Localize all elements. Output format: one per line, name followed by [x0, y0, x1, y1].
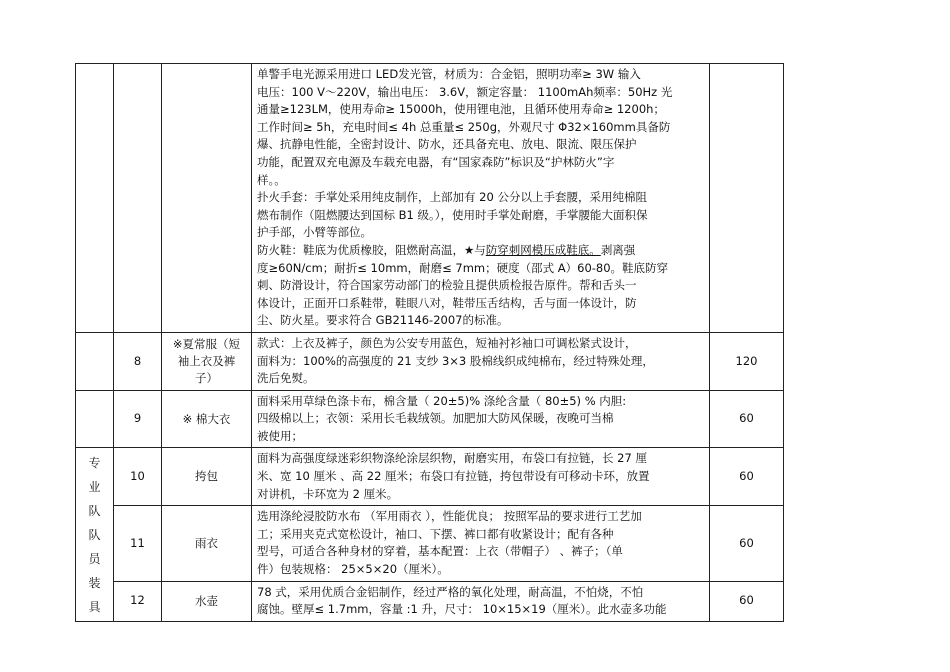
desc-line: 选用涤纶浸胶防水布 （军用雨衣 ），性能优良； 按照军品的要求进行工艺加	[257, 509, 642, 524]
item-quantity: 60	[710, 581, 784, 621]
category-cell-empty	[76, 390, 114, 448]
desc-line: 功能，配置双充电源及车载充电器，有“国家森防”标识及“护林防火”字	[257, 154, 615, 169]
table-row	[76, 506, 784, 581]
desc-line: 单警手电光源采用进口 LED发光管，材质为：合金铝，照明功率≥ 3W 输入	[257, 67, 641, 81]
category-char: 具	[88, 599, 101, 614]
item-number: 11	[114, 506, 162, 581]
desc-line: 体设计，正面开口系鞋带，鞋眼八对，鞋带压舌结构，舌与面一体设计，防	[257, 295, 637, 310]
desc-line: 面料为高强度绿迷彩织物涤纶涂层织物，耐磨实用，布袋口有拉链，长 27 厘	[257, 451, 647, 466]
category-char: 队	[88, 503, 101, 518]
desc-line: 腐蚀。壁厚≤ 1.7mm，容量 :1 升，尺寸： 10×15×19（厘米）。此水壶多功能	[257, 602, 667, 617]
desc-line: 燃布制作（阻燃腰达到国标 B1 级。），使用时手掌处耐磨，手掌腰能大面积保	[257, 207, 648, 222]
item-name-line: 雨衣	[195, 535, 218, 550]
desc-line-end: 剥离强	[600, 242, 636, 257]
item-name-line: 袖上衣及裤	[177, 353, 236, 368]
desc-line: 对讲机，卡环宽为 2 厘米。	[257, 486, 399, 501]
desc-line	[257, 242, 705, 260]
item-description	[252, 390, 710, 448]
item-description	[252, 581, 710, 621]
table-row	[76, 390, 784, 448]
category-char: 队	[88, 527, 101, 542]
item-name-line: 水壶	[195, 593, 218, 608]
desc-line: 面料采用草绿色涤卡布，棉含量（ 20±5)% 涤纶含量（ 80±5) % 内胆:	[257, 393, 627, 408]
table-row-continued	[76, 64, 784, 333]
item-quantity: 60	[710, 448, 784, 506]
item-name	[162, 390, 252, 448]
item-quantity: 120	[710, 332, 784, 390]
table-row	[76, 332, 784, 390]
category-char: 员	[88, 551, 101, 566]
desc-line: 件）包装规格： 25×5×20（厘米）。	[257, 562, 449, 577]
desc-line: 样。。	[257, 172, 286, 187]
desc-line: 度≥60N/cm；耐折≤ 10mm，耐磨≤ 7mm；硬度（邵式 A）60-80。鞋底防穿	[257, 260, 669, 275]
item-name-line: ※ 棉大衣	[182, 411, 231, 426]
item-number: 8	[114, 332, 162, 390]
item-name-line: 挎包	[195, 469, 218, 484]
desc-line: 被使用；	[257, 428, 303, 443]
item-name	[162, 448, 252, 506]
category-char: 装	[88, 575, 101, 590]
item-name	[162, 332, 252, 390]
item-quantity: 60	[710, 506, 784, 581]
table-row	[76, 581, 784, 621]
desc-line: 工；采用夹克式宽松设计，袖口、下摆、裤口都有收紧设计；配有各种	[257, 526, 614, 541]
item-number: 9	[114, 390, 162, 448]
desc-line: 面料为：100%的高强度的 21 支纱 3×3 股棉线织成纯棉布，经过特殊处理，	[257, 353, 654, 368]
name-cell-empty	[162, 64, 252, 333]
category-char: 业	[88, 479, 101, 494]
item-description	[252, 332, 710, 390]
item-number: 12	[114, 581, 162, 621]
description-cell	[252, 64, 710, 333]
category-cell-empty	[76, 64, 114, 333]
item-number: 10	[114, 448, 162, 506]
underlined-text: 防穿刺网模压成鞋底。	[485, 242, 601, 257]
desc-line: 刺、防滑设计，符合国家劳动部门的检验且提供质检报告原件。帮和舌头一	[257, 278, 637, 293]
category-cell	[76, 448, 114, 621]
desc-line: 爆、抗静电性能，全密封设计、防水，还具备充电、放电、限流、限压保护	[257, 137, 637, 152]
item-quantity: 60	[710, 390, 784, 448]
category-char: 专	[88, 455, 101, 470]
desc-line: 电压：100 V～220V，输出电压： 3.6V，额定容量： 1100mAh频率：50Hz 光	[257, 84, 673, 99]
item-name	[162, 506, 252, 581]
item-description	[252, 448, 710, 506]
number-cell-empty	[114, 64, 162, 333]
desc-line: 扑火手套：手掌处采用纯皮制作，上部加有 20 公分以上手套腰，采用纯棉阻	[257, 190, 647, 205]
desc-line: 型号，可适合各种身材的穿着，基本配置：上衣（带帽子） 、裤子；（单	[257, 544, 623, 559]
item-name-line: 子）	[195, 370, 218, 385]
desc-line: 通量≥123LM，使用寿命≥ 15000h，使用锂电池，且循环使用寿命≥ 1200h；	[257, 102, 665, 117]
desc-line: 四级棉以上；衣领：采用长毛栽绒领。加肥加大防风保暖，夜晚可当棉	[257, 411, 614, 426]
category-cell-empty	[76, 332, 114, 390]
desc-line: 米、宽 10 厘米 、高 22 厘米；布袋口有拉链，挎包带设有可移动卡环，放置	[257, 469, 650, 484]
desc-line: 护手部，小臂等部位。	[257, 225, 372, 240]
equipment-spec-table	[75, 63, 784, 622]
desc-line: 款式：上衣及裤子，颜色为公安专用蓝色，短袖衬衫袖口可调松紧式设计，	[257, 335, 637, 350]
item-description	[252, 506, 710, 581]
quantity-cell-empty	[710, 64, 784, 333]
item-name-line: ※夏常服（短	[172, 336, 241, 351]
desc-line: 尘、防火星。要求符合 GB21146-2007的标准。	[257, 313, 509, 328]
item-name	[162, 581, 252, 621]
desc-line: 78 式，采用优质合金铝制作，经过严格的氧化处理，耐高温，不怕烧，不怕	[257, 584, 644, 599]
desc-line-start: 防火鞋：鞋底为优质橡胶，阻燃耐高温，★与	[257, 242, 486, 257]
desc-line: 洗后免熨。	[257, 371, 315, 386]
desc-line: 工作时间≥ 5h，充电时间≤ 4h 总重量≤ 250g，外观尺寸 Φ32×160mm具备防	[257, 119, 671, 134]
table-row	[76, 448, 784, 506]
